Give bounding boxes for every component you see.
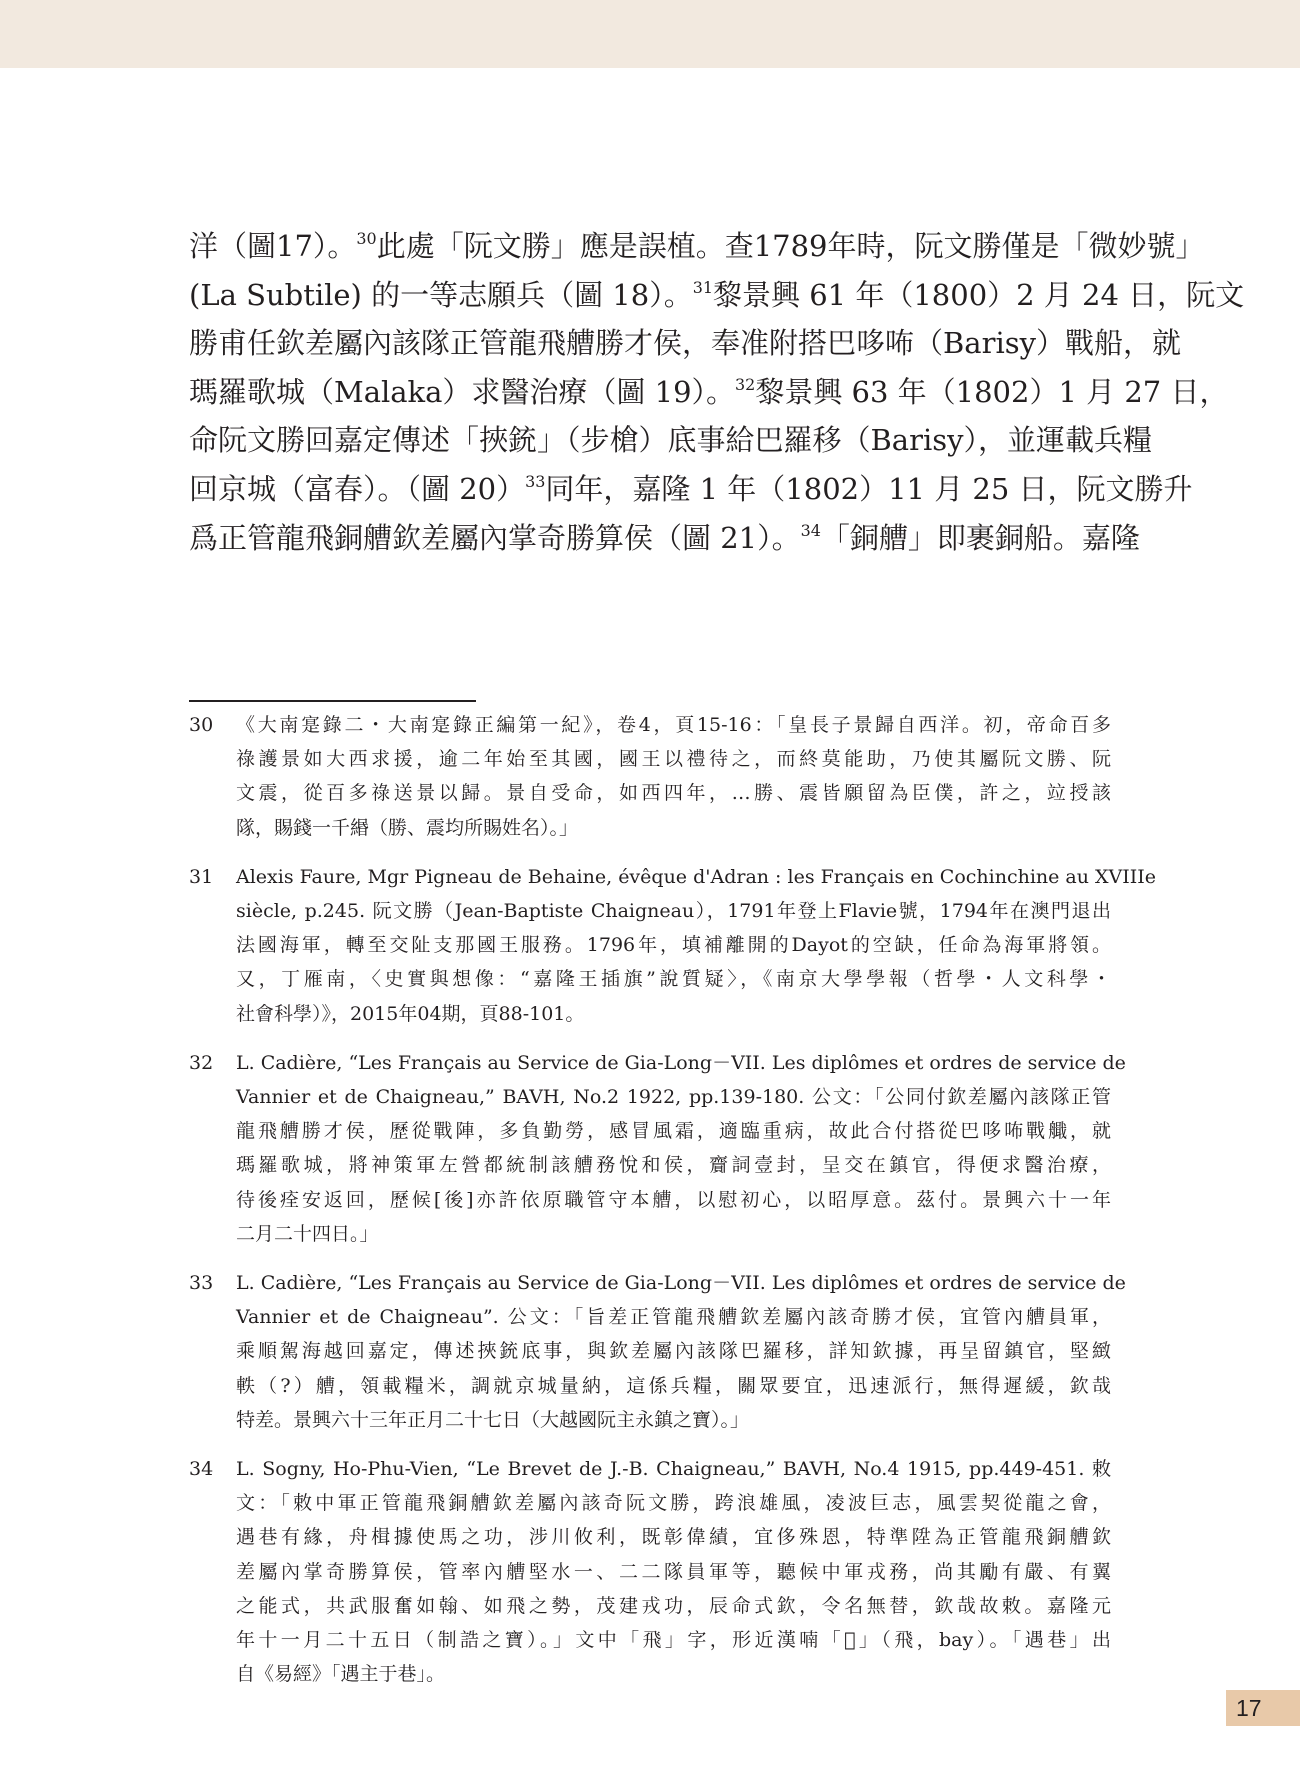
footnote-line: 差屬內掌奇勝算侯，管率內艚堅水一、二二隊員軍等，聽候中軍戎務，尚其勵有嚴、有翼 [236,1560,1111,1583]
footnote-number: 31 [189,865,214,888]
footnote-ref[interactable]: 33 [525,472,546,492]
footnote-number: 33 [189,1272,214,1295]
footnotes [189,708,1157,1691]
body-text [189,222,1245,562]
footnote-line: Vannier et de Chaigneau”. 公文：「旨差正管龍飛艚欽差屬內該奇勝才侯，宜管內艚員軍， [236,1306,1111,1329]
footnote-line: 祿護景如大西求援，逾二年始至其國，國王以禮待之，而終莫能助，乃使其屬阮文勝、阮 [236,748,1111,771]
footnote-line: 《大南寔錄二・大南寔錄正編第一紀》，卷4，頁15-16：「皇長子景歸自西洋。初，帝命百多 [236,714,1111,736]
footnote-34 [189,1452,1111,1691]
footnote-30 [189,708,1111,845]
footnote-number: 30 [189,714,214,736]
footnote-ref[interactable]: 32 [735,374,756,394]
footnote-line: 又，丁雁南，〈史實與想像：“嘉隆王插旗”說質疑〉，《南京大學學報（哲學・人文科學・ [236,968,1111,991]
footnote-line: Alexis Faure, Mgr Pigneau de Behaine, évêque d'Adran : les Français en Cochinchine au XVIIIe [236,865,1157,888]
footnote-line: 龍飛艚勝才侯，歷從戰陣，多負勤勞，感冒風霜，適臨重病，故此合付搭從巴哆咘戰艥，就 [236,1120,1111,1143]
footnote-divider [189,700,476,702]
footnote-31 [189,860,1157,1031]
header-band [0,0,1300,68]
footnote-ref[interactable]: 30 [356,229,377,249]
footnote-line: 特差。景興六十三年正月二十七日（大越國阮主永鎮之寶）。」 [236,1408,750,1431]
footnote-line: 自《易經》「遇主于巷」。 [236,1663,446,1686]
footnote-number: 34 [189,1458,214,1481]
footnote-number: 32 [189,1051,214,1074]
body-line: 爲正管龍飛銅艚欽差屬內掌奇勝算侯（圖 21）。$^{34}$「銅艚」即裹銅船。嘉隆 [189,520,1140,555]
footnote-line: L. Sogny, Ho-Phu-Vien, “Le Brevet de J.-B. Chaigneau,” BAVH, No.4 1915, pp.449-451. 敕 [236,1458,1111,1481]
body-line: 命阮文勝回嘉定傳述「挾銃」（步槍）底事給巴羅移（Barisy），並運載兵糧 [189,423,1153,458]
footnote-line: 之能式，共武服奮如翰、如飛之勢，茂建戎功，辰命式欽，令名無替，欽哉故敕。嘉隆元 [236,1594,1111,1617]
footnote-line: 法國海軍，轉至交阯支那國王服務。1796年，填補離開的Dayot的空缺，任命為海軍將領。 [236,934,1111,957]
footnote-line: L. Cadière, “Les Français au Service de Gia-Long－VII. Les diplômes et ordres de service de [236,1051,1126,1074]
footnote-ref[interactable]: 34 [800,520,821,540]
footnote-line: 乘順駕海越回嘉定，傳述挾銃底事，與欽差屬內該隊巴羅移，詳知欽據，再呈留鎮官，堅緻 [236,1340,1111,1363]
body-line: 勝甫任欽差屬內該隊正管龍飛艚勝才侯，奉准附搭巴哆咘（Barisy）戰船，就 [189,326,1182,361]
body-line: (La Subtile) 的一等志願兵（圖 18）。$^{31}$黎景興 61 年（1800）2 月 24 日，阮文 [189,277,1245,312]
footnote-line: 二月二十四日。」 [236,1222,379,1245]
footnote-line: 待後痊安返回，歷候[後]亦許依原職管守本艚，以慰初心，以昭厚意。茲付。景興六十一年 [236,1188,1111,1211]
page-number: 17 [1226,1690,1300,1726]
footnote-line: 瑪羅歌城，將神策軍左營都統制該艚務悅和侯，齎詞壹封，呈交在鎮官，得便求醫治療， [236,1154,1111,1177]
footnote-line: Vannier et de Chaigneau,” BAVH, No.2 1922, pp.139-180. 公文：「公同付欽差屬內該隊正管 [236,1086,1111,1109]
footnote-line: 文震，從百多祿送景以歸。景自受命，如西四年，…勝、震皆願留為臣僕，許之，竝授該 [236,782,1111,805]
footnote-line: 文：「敕中軍正管龍飛銅艚欽差屬內該奇阮文勝，跨浪雄風，凌波巨志，風雲契從龍之會， [236,1492,1111,1515]
body-line: 瑪羅歌城（Malaka）求醫治療（圖 19）。$^{32}$黎景興 63 年（1802）1 月 27 日， [189,374,1229,409]
footnote-32 [189,1046,1126,1251]
footnote-line: 遇巷有緣，舟楫據使馬之功，涉川攸利，既彰偉績，宜侈殊恩，特準陞為正管龍飛銅艚欽 [236,1526,1111,1549]
body-line: 洋（圖17）。$^{30}$此處「阮文勝」應是誤植。查1789年時，阮文勝僅是「微妙號」 [189,229,1205,263]
footnote-line: 軼（?）艚，領載糧米，調就京城量納，這係兵糧，關眾要宜，迅速派行，無得遲緩，欽哉 [236,1374,1111,1397]
footnote-line: L. Cadière, “Les Français au Service de Gia-Long－VII. Les diplômes et ordres de service de [236,1272,1126,1295]
footnote-line: 社會科學）》，2015年04期，頁88-101。 [236,1002,585,1025]
footnote-line: 年十一月二十五日（制誥之寶）。」文中「飛」字，形近漢喃「𠖈」（飛，bay）。「遇巷」出 [236,1629,1111,1652]
footnote-line: siècle, p.245. 阮文勝（Jean-Baptiste Chaigneau），1791年登上Flavie號，1794年在澳門退出 [236,900,1111,923]
footnote-33 [189,1266,1126,1437]
footnote-line: 隊，賜錢一千緡（勝、震均所賜姓名）。」 [236,816,579,839]
body-line: 回京城（富春）。（圖 20）$^{33}$同年，嘉隆 1 年（1802）11 月 25 日，阮文勝升 [189,471,1193,506]
footnote-ref[interactable]: 31 [692,277,713,297]
